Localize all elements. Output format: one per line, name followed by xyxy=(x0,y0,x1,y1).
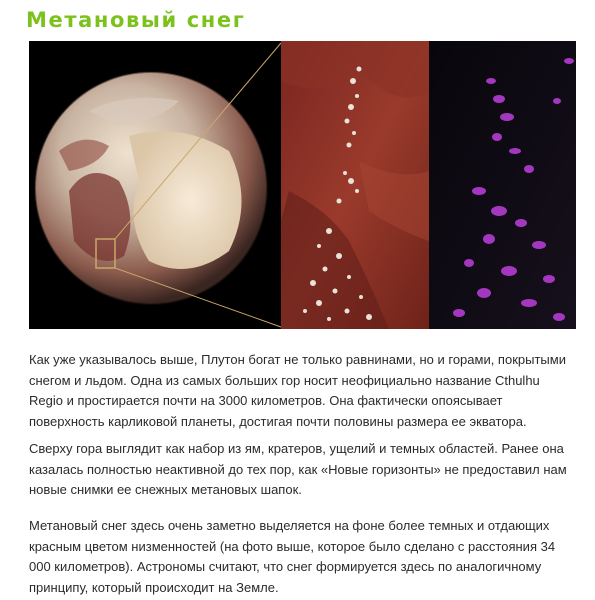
pluto-composite-image xyxy=(29,41,576,329)
paragraph-mountain-surface: Сверху гора выглядит как набор из ям, кратеров, ущелий и темных областей. Ранее она казалась полностью неактивной до тех пор, как «Новые горизонты» не предоставил нам новые снимки ее снежных метановых шапок. xyxy=(29,441,567,497)
paragraph-cthulhu-regio: Как уже указывалось выше, Плутон богат не только равнинами, но и горами, покрытыми снегом и льдом. Одна из самых больших гор носит неофициально название Cthulhu Regio и простирается почти на 3000 километров. Она фактически опоясывает поверхность карликовой планеты, достигая почти половины размера ее экватора. xyxy=(29,352,566,429)
article-title: Метановый снег xyxy=(26,8,246,32)
paragraph-methane-snow: Метановый снег здесь очень заметно выделяется на фоне более темных и отдающих красным цветом низменностей (на фото выше, которое было сделано с расстояния 34 000 километров). Астрономы считают, что снег формируется здесь по аналогичному принципу, который происходит на Земле. xyxy=(29,518,556,595)
pluto-globe-image xyxy=(35,72,267,304)
red-terrain-closeup-image xyxy=(281,41,429,329)
methane-map-image xyxy=(429,41,576,329)
